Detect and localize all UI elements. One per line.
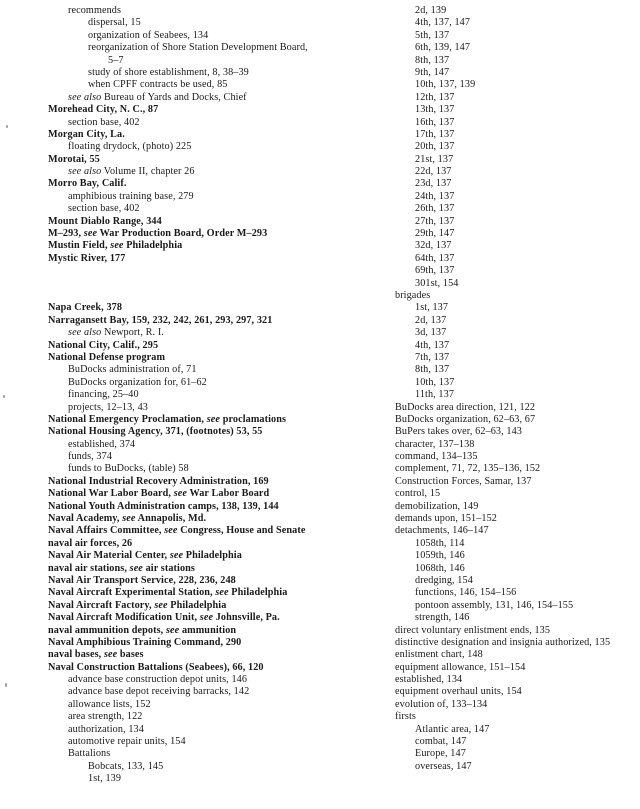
index-subentry (375, 674, 637, 686)
entry-text: strength, 146 (415, 612, 470, 624)
entry-text: functions, 146, 154–156 (415, 587, 517, 599)
index-subentry (375, 451, 637, 463)
index-heading (48, 228, 378, 240)
index-heading (48, 600, 378, 612)
index-heading (48, 240, 378, 252)
index-heading (48, 154, 378, 166)
index-heading (48, 649, 378, 661)
index-subentry (375, 513, 637, 525)
see-reference: see (215, 587, 229, 599)
entry-text: Johnsville, Pa. (213, 612, 280, 624)
entry-text: 11th, 137 (415, 389, 455, 401)
index-heading (48, 501, 378, 513)
entry-text: 6th, 139, 147 (415, 42, 471, 54)
index-subentry (375, 402, 637, 414)
index-subentry (375, 501, 637, 513)
index-subentry (48, 5, 378, 17)
index-subentry (375, 240, 637, 252)
entry-text: advance base depot receiving barracks, 142 (68, 686, 250, 698)
index-subentry (48, 166, 378, 178)
index-subentry (48, 364, 378, 376)
entry-term: National War Labor Board, (48, 488, 174, 500)
entry-text: 2d, 137 (415, 314, 447, 326)
index-subentry (375, 166, 637, 178)
index-subentry (375, 327, 637, 339)
entry-text: 301st, 154 (415, 277, 459, 289)
index-subentry (48, 761, 378, 773)
index-subentry (375, 463, 637, 475)
index-subentry (375, 265, 637, 277)
index-subentry (375, 550, 637, 562)
entry-text: automotive repair units, 154 (68, 736, 186, 748)
entry-text: 21st, 137 (415, 153, 454, 165)
index-heading (48, 550, 378, 562)
index-subentry (375, 439, 637, 451)
index-heading (48, 513, 378, 525)
entry-text: reorganization of Shore Station Development Board, (88, 42, 308, 54)
entry-text: 27th, 137 (415, 215, 455, 227)
scan-speck (5, 683, 7, 687)
entry-text: firsts (395, 711, 416, 723)
entry-text: funds to BuDocks, (table) 58 (68, 463, 189, 475)
index-subentry (375, 587, 637, 599)
entry-text: air stations (142, 562, 195, 574)
entry-term: National Emergency Proclamation, (48, 413, 207, 425)
entry-text: area strength, 122 (68, 711, 143, 723)
entry-text: Philadelphia (228, 587, 288, 599)
index-subentry (375, 649, 637, 661)
entry-text: combat, 147 (415, 736, 467, 748)
entry-text: character, 137–138 (395, 438, 475, 450)
entry-text: evolution of, 133–134 (395, 698, 488, 710)
see-reference: see (103, 649, 118, 661)
entry-text: 8th, 137 (415, 364, 450, 376)
index-subentry (375, 389, 637, 401)
index-subentry (48, 55, 378, 67)
index-subentry (48, 699, 378, 711)
entry-text: 7th, 137 (415, 351, 450, 363)
see-reference: see (154, 599, 168, 611)
index-subentry (48, 736, 378, 748)
entry-text: National Youth Administration camps, 138, 139, 144 (48, 500, 279, 512)
index-heading (48, 352, 378, 364)
entry-text: financing, 25–40 (68, 389, 139, 401)
spacer (48, 278, 378, 290)
entry-text: distinctive designation and insignia authorized, 135 (395, 636, 611, 648)
entry-term: Naval Aircraft Experimental Station, (48, 587, 216, 599)
entry-text: Atlantic area, 147 (415, 723, 490, 735)
entry-text: 29th, 147 (415, 228, 455, 240)
index-subentry (375, 315, 637, 327)
entry-text: Morgan City, La. (48, 128, 125, 140)
entry-text: 8th, 137 (415, 54, 450, 66)
entry-text: National Housing Agency, 371, (footnotes) 53, 55 (48, 426, 263, 438)
index-heading (48, 426, 378, 438)
entry-text: Philadelphia (183, 550, 242, 562)
index-subentry (48, 748, 378, 760)
index-heading (48, 575, 378, 587)
entry-text: Mystic River, 177 (48, 252, 126, 264)
index-subentry (375, 178, 637, 190)
index-subentry (375, 154, 637, 166)
see-reference: see also (68, 166, 102, 178)
entry-text: 16th, 137 (415, 116, 455, 128)
see-reference: see also (68, 91, 102, 103)
entry-text: enlistment chart, 148 (395, 649, 483, 661)
index-subentry (48, 191, 378, 203)
entry-text: National Defense program (48, 351, 166, 363)
entry-text: 1068th, 146 (415, 562, 465, 574)
index-heading (48, 476, 378, 488)
entry-term: naval air stations, (48, 562, 130, 574)
spacer (48, 265, 378, 277)
entry-text: Volume II, chapter 26 (101, 166, 195, 178)
entry-text: Napa Creek, 378 (48, 302, 123, 314)
index-subentry (375, 17, 637, 29)
index-subentry (375, 104, 637, 116)
index-subentry (48, 30, 378, 42)
entry-term: Naval Air Material Center, (48, 550, 170, 562)
index-heading (48, 587, 378, 599)
index-subentry (375, 5, 637, 17)
index-heading (48, 538, 378, 550)
entry-text: command, 134–135 (395, 451, 478, 463)
index-subentry (48, 327, 378, 339)
entry-text: 10th, 137 (415, 376, 455, 388)
entry-term: Naval Aircraft Modification Unit, (48, 612, 200, 624)
entry-text: Morehead City, N. C., 87 (48, 104, 159, 116)
right-index-column (375, 5, 637, 773)
entry-text: Battalions (68, 748, 111, 760)
index-heading (48, 662, 378, 674)
entry-text: 17th, 137 (415, 128, 455, 140)
index-heading (48, 178, 378, 190)
index-subentry (375, 736, 637, 748)
index-subentry (375, 141, 637, 153)
index-heading (48, 488, 378, 500)
entry-text: advance base construction depot units, 146 (68, 674, 248, 686)
index-subentry (48, 451, 378, 463)
index-subentry (48, 67, 378, 79)
entry-text: Naval Air Transport Service, 228, 236, 248 (48, 574, 236, 586)
index-subentry (48, 389, 378, 401)
entry-term: Naval Affairs Committee, (48, 525, 165, 537)
index-subentry (375, 129, 637, 141)
index-subentry (48, 377, 378, 389)
index-subentry (48, 92, 378, 104)
index-subentry (48, 203, 378, 215)
index-heading (48, 637, 378, 649)
entry-term: M–293, (48, 228, 84, 240)
entry-text: Philadelphia (167, 599, 227, 611)
index-subentry (375, 637, 637, 649)
entry-text: study of shore establishment, 8, 38–39 (88, 66, 249, 78)
entry-text: funds, 374 (68, 451, 113, 463)
entry-text: 1st, 137 (415, 302, 449, 314)
see-reference: see (173, 488, 188, 500)
index-subentry (375, 117, 637, 129)
scan-speck (3, 395, 5, 398)
entry-text: recommends (68, 5, 122, 16)
index-subentry (375, 612, 637, 624)
index-heading (48, 525, 378, 537)
index-subentry (375, 662, 637, 674)
entry-text: BuDocks organization for, 61–62 (68, 376, 207, 388)
entry-text: 4th, 137 (415, 339, 450, 351)
index-subentry (375, 488, 637, 500)
entry-text: Narragansett Bay, 159, 232, 242, 261, 293, 297, 321 (48, 314, 273, 326)
entry-text: 1st, 139 (88, 773, 122, 785)
index-subentry (48, 439, 378, 451)
entry-text: National Industrial Recovery Administration, 169 (48, 475, 269, 487)
entry-text: proclamations (220, 413, 287, 425)
index-subentry (375, 302, 637, 314)
index-subentry (375, 575, 637, 587)
entry-text: section base, 402 (68, 203, 140, 215)
entry-text: 12th, 137 (415, 91, 455, 103)
entry-text: National City, Calif., 295 (48, 339, 159, 351)
entry-text: established, 374 (68, 438, 136, 450)
index-subentry (375, 364, 637, 376)
index-heading (48, 563, 378, 575)
index-subentry (375, 228, 637, 240)
entry-text: authorization, 134 (68, 723, 144, 735)
see-reference: see (110, 240, 124, 252)
entry-text: 22d, 137 (415, 166, 452, 178)
entry-text: Bobcats, 133, 145 (88, 760, 164, 772)
see-reference: see (169, 550, 184, 562)
index-subentry (48, 17, 378, 29)
entry-text: Europe, 147 (415, 748, 466, 760)
entry-text: Mount Diablo Range, 344 (48, 215, 162, 227)
entry-text: 32d, 137 (415, 240, 452, 252)
see-reference: see also (68, 327, 102, 339)
entry-text: 64th, 137 (415, 252, 455, 264)
entry-text: dispersal, 15 (88, 17, 141, 29)
index-subentry (375, 525, 637, 537)
entry-text: demands upon, 151–152 (395, 513, 497, 525)
index-subentry (375, 42, 637, 54)
entry-text: Construction Forces, Samar, 137 (395, 475, 532, 487)
index-subentry (375, 476, 637, 488)
entry-text: War Production Board, Order M–293 (97, 228, 268, 240)
entry-text: detachments, 146–147 (395, 525, 489, 537)
index-heading (48, 340, 378, 352)
see-reference: see (206, 413, 221, 425)
entry-text: control, 15 (395, 488, 441, 500)
see-reference: see (122, 513, 136, 525)
entry-term: naval bases, (48, 649, 104, 661)
entry-text: 24th, 137 (415, 190, 455, 202)
index-subentry (48, 773, 378, 785)
entry-text: overseas, 147 (415, 760, 472, 772)
entry-text: floating drydock, (photo) 225 (68, 141, 192, 153)
entry-text: ammunition (179, 624, 237, 636)
entry-text: BuDocks organization, 62–63, 67 (395, 413, 536, 425)
index-subentry (375, 55, 637, 67)
index-subentry (48, 402, 378, 414)
index-heading (48, 104, 378, 116)
see-reference: see (164, 525, 178, 537)
index-subentry (375, 278, 637, 290)
entry-text: Congress, House and Senate (177, 525, 306, 537)
entry-text: complement, 71, 72, 135–136, 152 (395, 463, 541, 475)
entry-text: War Labor Board (187, 488, 270, 500)
entry-text: equipment overhaul units, 154 (395, 686, 522, 698)
index-subentry (375, 625, 637, 637)
index-subentry (375, 352, 637, 364)
entry-text: 9th, 147 (415, 66, 450, 78)
index-subentry (375, 30, 637, 42)
index-subentry (48, 42, 378, 54)
entry-text: 1058th, 114 (415, 537, 465, 549)
index-heading (48, 315, 378, 327)
index-subentry (375, 699, 637, 711)
entry-term: naval ammunition depots, (48, 624, 166, 636)
index-subentry (48, 674, 378, 686)
entry-text: 10th, 137, 139 (415, 79, 476, 91)
entry-text: 69th, 137 (415, 265, 455, 277)
index-subentry (48, 79, 378, 91)
entry-text: when CPFF contracts be used, 85 (88, 79, 228, 91)
index-subentry (375, 748, 637, 760)
entry-text: 3d, 137 (415, 327, 447, 339)
entry-text: BuDocks administration of, 71 (68, 364, 197, 376)
index-subentry (375, 79, 637, 91)
index-subentry (375, 600, 637, 612)
entry-text: 20th, 137 (415, 141, 455, 153)
entry-text: Annapolis, Md. (135, 513, 207, 525)
entry-term: Naval Academy, (48, 513, 123, 525)
index-subentry (375, 191, 637, 203)
index-subentry (375, 724, 637, 736)
entry-text: 2d, 139 (415, 5, 447, 16)
entry-text: Morotai, 55 (48, 153, 100, 165)
entry-text: direct voluntary enlistment ends, 135 (395, 624, 551, 636)
entry-text: BuPers takes over, 62–63, 143 (395, 426, 522, 438)
entry-text: Newport, R. I. (101, 327, 164, 339)
entry-text: 13th, 137 (415, 104, 455, 116)
scan-speck (6, 125, 8, 128)
entry-text: BuDocks area direction, 121, 122 (395, 401, 536, 413)
see-reference: see (165, 624, 180, 636)
entry-text: Bureau of Yards and Docks, Chief (101, 91, 247, 103)
entry-text: section base, 402 (68, 116, 140, 128)
index-subentry (375, 426, 637, 438)
entry-text: naval air forces, 26 (48, 537, 133, 549)
entry-text: bases (117, 649, 144, 661)
see-reference: see (129, 562, 143, 574)
index-heading (48, 129, 378, 141)
index-heading (48, 216, 378, 228)
index-heading (48, 414, 378, 426)
index-subentry (375, 67, 637, 79)
index-subentry (375, 216, 637, 228)
entry-text: projects, 12–13, 43 (68, 401, 148, 413)
index-heading (48, 612, 378, 624)
see-reference: see (199, 612, 214, 624)
index-subentry (375, 538, 637, 550)
index-subentry (48, 724, 378, 736)
left-index-column (48, 5, 378, 786)
index-subentry (48, 711, 378, 723)
index-subentry (375, 203, 637, 215)
index-heading (48, 302, 378, 314)
entry-text: dredging, 154 (415, 574, 473, 586)
entry-text: 1059th, 146 (415, 550, 465, 562)
entry-text: 4th, 137, 147 (415, 17, 471, 29)
entry-text: Naval Construction Battalions (Seabees), 66, 120 (48, 661, 264, 673)
entry-text: Morro Bay, Calif. (48, 178, 127, 190)
entry-text: 23d, 137 (415, 178, 452, 190)
entry-text: 5–7 (108, 54, 124, 66)
index-subentry (375, 377, 637, 389)
index-heading (48, 625, 378, 637)
index-subentry (375, 340, 637, 352)
entry-text: Philadelphia (123, 240, 183, 252)
entry-text: 5th, 137 (415, 29, 450, 41)
entry-text: amphibious training base, 279 (68, 190, 194, 202)
entry-term: Naval Aircraft Factory, (48, 599, 155, 611)
index-subentry (375, 686, 637, 698)
see-reference: see (83, 228, 98, 240)
index-subentry (375, 92, 637, 104)
index-subentry (48, 117, 378, 129)
entry-text: Naval Amphibious Training Command, 290 (48, 636, 242, 648)
entry-text: organization of Seabees, 134 (88, 29, 209, 41)
entry-text: 26th, 137 (415, 203, 455, 215)
entry-text: pontoon assembly, 131, 146, 154–155 (415, 599, 574, 611)
index-subentry (375, 253, 637, 265)
index-heading (48, 253, 378, 265)
entry-text: allowance lists, 152 (68, 698, 151, 710)
index-subentry (48, 686, 378, 698)
index-subentry (375, 563, 637, 575)
entry-text: established, 134 (395, 674, 463, 686)
index-subentry (48, 463, 378, 475)
index-subentry (48, 141, 378, 153)
entry-text: brigades (395, 289, 431, 301)
entry-term: Mustin Field, (48, 240, 111, 252)
index-subentry (375, 711, 637, 723)
entry-text: demobilization, 149 (395, 500, 479, 512)
index-subentry (375, 761, 637, 773)
index-subentry (375, 290, 637, 302)
entry-text: equipment allowance, 151–154 (395, 661, 526, 673)
spacer (48, 290, 378, 302)
index-subentry (375, 414, 637, 426)
